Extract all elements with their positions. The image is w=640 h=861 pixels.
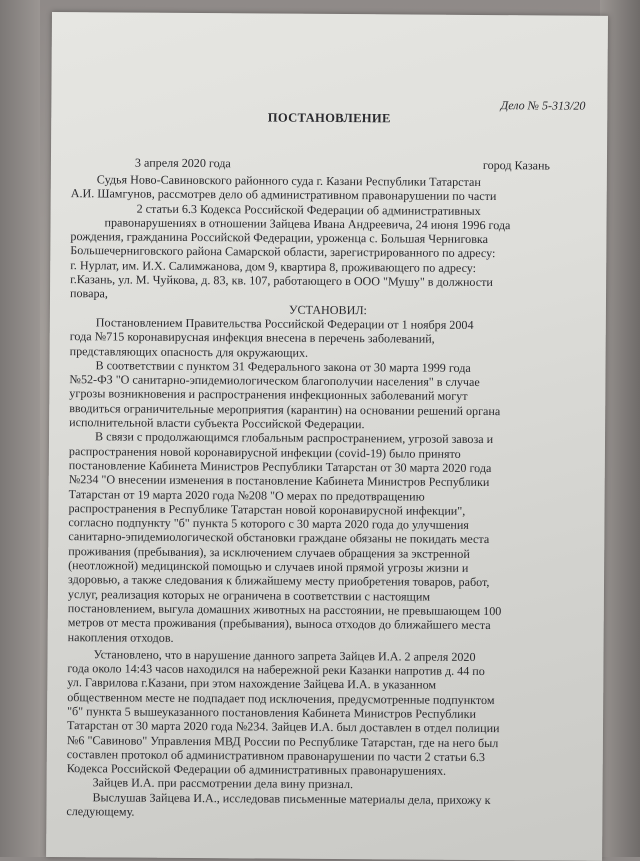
- text-line: следующему.: [66, 804, 135, 819]
- text-line: представляющих опасность для окружающих.: [69, 343, 309, 360]
- text-line: №6 "Савиново" Управления МВД России по Республике Татарстан, где на него был: [66, 732, 499, 750]
- document-page: [46, 12, 608, 861]
- text-line: постановление Кабинета Министров Республики Татарстан от 30 марта 2020 года: [68, 458, 492, 476]
- text-line: накопления отходов.: [67, 629, 174, 645]
- text-line: Кодекса Российской Федерации об административных правонарушениях.: [66, 761, 447, 778]
- text-line: распространения новой коронавирусной инфекции (covid-19) было принято: [68, 443, 461, 461]
- text-line: Татарстан от 19 марта 2020 года №208 "О мерах по предотвращению: [68, 486, 425, 504]
- text-line: общественном месте не подпадает под исключения, предусмотренные подпунктом: [67, 689, 495, 707]
- text-line: составлен протокол об административном правонарушении по части 2 статьи 6.3: [66, 746, 486, 764]
- text-line: Постановлением Правительства Российской Федерации от 1 ноября 2004: [95, 315, 474, 332]
- document-body: [66, 172, 580, 822]
- text-line: постановлением, выгула домашних животных на расстоянии, не превышающем 100: [67, 601, 502, 619]
- text-line: А.И. Шамгунов, рассмотрев дело об административном правонарушении по части: [70, 186, 497, 204]
- document-city: город Казань: [482, 158, 551, 173]
- text-line: года №715 коронавирусная инфекция внесена в перечень заболеваний,: [69, 329, 435, 346]
- text-line: правонарушениях в отношении Зайцева Ивана Андреевича, 24 июня 1996 года: [104, 215, 511, 233]
- text-line: Выслушав Зайцева И.А., исследовав письменные материалы дела, прихожу к: [92, 790, 491, 807]
- text-line: согласно подпункту "б" пункта 5 которого с 30 марта 2020 года до улучшения: [68, 515, 469, 533]
- text-line: Судья Ново-Савиновского районного суда г. Казани Республики Татарстан: [96, 172, 481, 189]
- text-line: 2 статьи 6.3 Кодекса Российской Федерации об административных: [136, 201, 481, 218]
- case-number: Дело № 5-313/20: [500, 98, 586, 113]
- text-line: распространения в Республике Татарстан новой коронавирусной инфекции",: [68, 500, 466, 518]
- text-line: Большечерниговского района Самарской области, зарегистрированного по адресу:: [70, 243, 496, 261]
- section-heading: УСТАНОВИЛ:: [288, 302, 367, 317]
- text-line: проживания (пребывания), за исключением случаев обращения за экстренной: [68, 543, 470, 561]
- document-date: 3 апреля 2020 года: [134, 155, 231, 171]
- text-line: Зайцев И.А. при рассмотрении дела вину признал.: [92, 775, 354, 792]
- text-line: повара,: [69, 286, 108, 301]
- text-line: Татарстан от 30 марта 2020 года №234. Зайцев И.А. был доставлен в отдел полиции: [66, 718, 500, 736]
- text-line: г. Нурлат, им. И.Х. Салимжанова, дом 9, квартира 8, проживающего по адресу:: [70, 257, 477, 275]
- text-line: исполнительной власти субъекта Российской Федерации.: [69, 415, 365, 432]
- text-line: В связи с продолжающимся глобальным распространением, угрозой завоза и: [94, 429, 494, 447]
- text-line: угрозы возникновения и распространения инфекционных заболеваний могут: [69, 386, 468, 404]
- text-line: №234 "О внесении изменения в постановление Кабинета Министров Республики: [68, 472, 490, 490]
- text-line: здоровью, а также следования к ближайшему месту приобретения товаров, работ,: [67, 572, 490, 590]
- text-line: №52-ФЗ "О санитарно-эпидемиологическом благополучии населения" в случае: [69, 372, 480, 390]
- text-line: услуг, реализация которых не ограничена в соответствии с настоящим: [67, 586, 431, 604]
- document-title: ПОСТАНОВЛЕНИЕ: [267, 110, 391, 126]
- text-line: г.Казань, ул. М. Чуйкова, д. 83, кв. 107, работающего в ООО "Мушу" в должности: [70, 272, 493, 290]
- text-line: В соответствии с пунктом 31 Федерального закона от 30 марта 1999 года: [95, 358, 471, 375]
- text-line: санитарно-эпидемиологической обстановки граждане обязаны не покидать места: [68, 529, 490, 547]
- text-line: "б" пункта 5 вышеуказанного постановления Кабинета Министров Республики: [67, 704, 477, 721]
- text-line: метров от места проживания (пребывания), выноса отходов до ближайшего места: [67, 615, 491, 633]
- text-line: вводиться ограничительные мероприятия (карантин) на основании решений органа: [69, 400, 501, 418]
- text-line: года около 14:43 часов находился на набережной реки Казанки напротив д. 44 по: [67, 661, 485, 679]
- text-line: рождения, гражданина Российской Федерации, уроженца с. Большая Черниговка: [70, 229, 489, 247]
- background-left: [0, 0, 40, 857]
- text-line: (неотложной) медицинской помощью и случаев иной прямой угрозы жизни и: [68, 558, 469, 575]
- text-line: ул. Гаврилова г.Казани, при этом нахождение Зайцева И.А. в указанном: [67, 675, 437, 693]
- text-line: Установлено, что в нарушение данного запрета Зайцев И.А. 2 апреля 2020: [93, 647, 476, 664]
